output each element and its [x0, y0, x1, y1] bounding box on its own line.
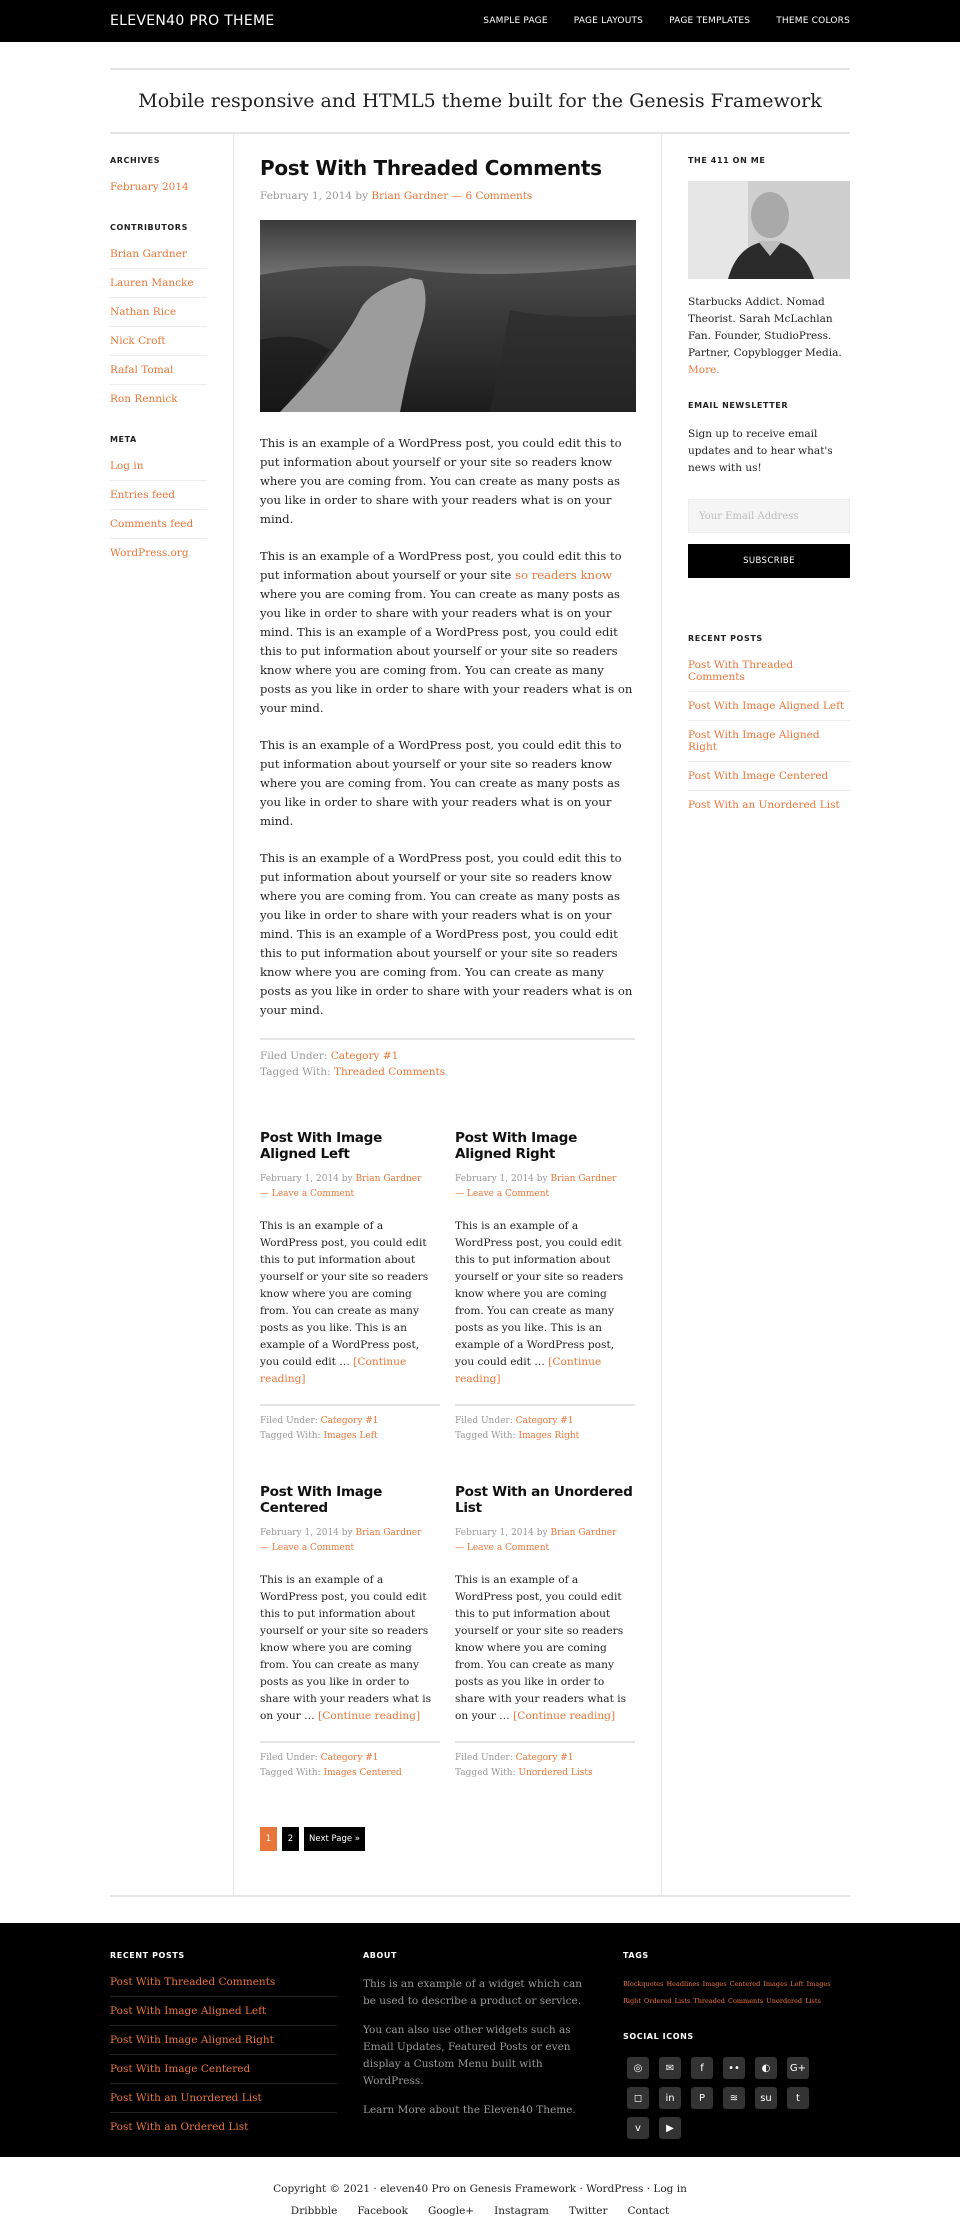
- card-author-link[interactable]: Brian Gardner: [550, 1528, 617, 1538]
- card-comment-link[interactable]: Leave a Comment: [466, 1543, 550, 1553]
- card-footer: [455, 1404, 635, 1444]
- filed-label: Filed Under:: [260, 1050, 328, 1062]
- paragraph-text: where you are coming from. You can create as many posts as you like in order to share with your readers what is on your mind. This is an example of a WordPress post, you could edit this to put information about yourself or your site so readers know where you are coming from. You can create as many posts as you like in order to share with your readers what is on your mind.: [260, 587, 633, 715]
- filed-label: Filed Under:: [455, 1753, 513, 1763]
- category-link[interactable]: Category #1: [320, 1753, 379, 1763]
- card-footer: [260, 1404, 440, 1444]
- footer-recent-link[interactable]: Post With Image Aligned Left: [110, 2005, 337, 2026]
- bio-more-link[interactable]: More.: [688, 364, 720, 376]
- nav-page-templates[interactable]: PAGE TEMPLATES: [669, 16, 751, 26]
- tag-link[interactable]: Images Left: [323, 1431, 378, 1441]
- footer-link-google-plus[interactable]: Google+: [427, 2205, 475, 2217]
- card-date: February 1, 2014: [260, 1528, 339, 1538]
- newsletter-text: Sign up to receive email updates and to hear what's news with us!: [688, 428, 833, 474]
- footer-nav: [0, 2205, 960, 2217]
- recent-post-link[interactable]: Post With an Unordered List: [688, 799, 840, 811]
- youtube-icon[interactable]: ▶: [659, 2117, 681, 2139]
- card-title[interactable]: Post With Image Centered: [260, 1484, 383, 1516]
- recent-post-link[interactable]: Post With Image Centered: [688, 770, 850, 791]
- excerpt-text: This is an example of a WordPress post, you could edit this to put information about yourself or your site so readers know where you are coming from. You can create as many posts as you like. This is an example of a WordPress post, you could edit …: [260, 1220, 429, 1368]
- card-author-link[interactable]: Brian Gardner: [355, 1528, 422, 1538]
- continue-reading-link[interactable]: [Continue reading]: [260, 1356, 407, 1385]
- footer-widgets: [0, 1923, 960, 2157]
- rss-icon[interactable]: ≋: [723, 2087, 745, 2109]
- card-excerpt: [455, 1572, 635, 1725]
- contributor-link[interactable]: Ron Rennick: [110, 393, 178, 405]
- right-sidebar: [662, 134, 850, 1895]
- post-paragraph: This is an example of a WordPress post, you could edit this to put information about yourself or your site so readers know where you are coming from. You can create as many posts as you like in order to share with your readers what is on your mind.: [260, 738, 622, 828]
- contributor-link[interactable]: Nick Croft: [110, 335, 207, 356]
- post-card: [260, 1130, 440, 1444]
- card-by: by: [341, 1174, 353, 1184]
- contributors-widget: [110, 223, 207, 413]
- card-comment-link[interactable]: Leave a Comment: [466, 1189, 550, 1199]
- contributor-link[interactable]: Rafal Tomal: [110, 364, 207, 385]
- card-footer: [455, 1741, 635, 1781]
- tag-link[interactable]: Threaded Comments: [693, 1997, 764, 2005]
- pinterest-icon[interactable]: P: [691, 2087, 713, 2109]
- tagged-label: Tagged With:: [260, 1768, 321, 1778]
- filed-label: Filed Under:: [260, 1753, 318, 1763]
- site-footer: [0, 2157, 960, 2217]
- post-by: by: [355, 190, 369, 202]
- post-card: [260, 1484, 440, 1781]
- dribbble-icon[interactable]: ◎: [627, 2057, 649, 2079]
- card-title[interactable]: Post With Image Aligned Right: [455, 1130, 578, 1162]
- card-meta: [455, 1172, 635, 1202]
- flickr-icon[interactable]: ••: [723, 2057, 745, 2079]
- email-input[interactable]: [688, 499, 850, 533]
- card-excerpt: [260, 1218, 440, 1388]
- instagram-icon[interactable]: ◻: [627, 2087, 649, 2109]
- widget-title: META: [110, 435, 137, 444]
- bio-text: Starbucks Addict. Nomad Theorist. Sarah McLachlan Fan. Founder, StudioPress. Partner, Copyblogger Media.: [688, 296, 842, 359]
- email-icon[interactable]: ✉: [659, 2057, 681, 2079]
- newsletter-widget: [688, 401, 850, 612]
- post-meta: [260, 190, 635, 202]
- twitter-icon[interactable]: t: [787, 2087, 809, 2109]
- post-author-link[interactable]: Brian Gardner: [371, 190, 449, 202]
- tag-link[interactable]: Threaded Comments: [334, 1066, 446, 1078]
- card-title[interactable]: Post With an Unordered List: [455, 1484, 633, 1516]
- footer-about: [363, 1951, 623, 2149]
- continue-reading-link[interactable]: [Continue reading]: [513, 1710, 616, 1722]
- footer-widget-title: RECENT POSTS: [110, 1951, 185, 1960]
- next-page-button[interactable]: Next Page »: [304, 1827, 365, 1851]
- main-content: [234, 134, 662, 1895]
- recent-post-link[interactable]: Post With Image Aligned Left: [688, 700, 850, 721]
- post-card: [455, 1484, 635, 1781]
- excerpt-text: This is an example of a WordPress post, you could edit this to put information about yourself or your site so readers know where you are coming from. You can create as many posts as you like. This is an example of a WordPress post, you could edit …: [455, 1220, 624, 1368]
- card-excerpt: [260, 1572, 440, 1725]
- meta-wordpress-link[interactable]: WordPress.org: [110, 547, 189, 559]
- pagination: [260, 1827, 635, 1851]
- tagged-label: Tagged With:: [260, 1066, 331, 1078]
- linkedin-icon[interactable]: in: [659, 2087, 681, 2109]
- vimeo-icon[interactable]: v: [627, 2117, 649, 2139]
- page-1-button[interactable]: 1: [260, 1827, 277, 1851]
- excerpt-text: This is an example of a WordPress post, you could edit this to put information about yourself or your site so readers know where you are coming from. You can create as many posts as you like in order to share with your readers what is on your …: [260, 1574, 432, 1722]
- footer-link-facebook[interactable]: Facebook: [357, 2205, 408, 2217]
- nav-theme-colors[interactable]: THEME COLORS: [776, 16, 850, 26]
- nav-page-layouts[interactable]: PAGE LAYOUTS: [573, 16, 644, 26]
- card-author-link[interactable]: Brian Gardner: [550, 1174, 617, 1184]
- card-date: February 1, 2014: [260, 1174, 339, 1184]
- site-tagline: Mobile responsive and HTML5 theme built for the Genesis Framework: [138, 90, 822, 112]
- continue-reading-link[interactable]: [Continue reading]: [455, 1356, 602, 1385]
- card-date: February 1, 2014: [455, 1174, 534, 1184]
- widget-title: RECENT POSTS: [688, 634, 763, 643]
- post-featured-image: [260, 220, 636, 412]
- tag-link[interactable]: Images Centered: [323, 1768, 402, 1778]
- meta-dash: —: [455, 1189, 464, 1199]
- tag-link[interactable]: Images Left: [763, 1980, 804, 1988]
- primary-nav: [483, 16, 850, 26]
- contributor-link[interactable]: Nathan Rice: [110, 306, 207, 327]
- archive-link[interactable]: February 2014: [110, 181, 189, 193]
- category-link[interactable]: Category #1: [515, 1753, 574, 1763]
- footer-recent-link[interactable]: Post With Image Aligned Right: [110, 2034, 337, 2055]
- recent-post-link[interactable]: Post With Image Aligned Right: [688, 729, 850, 762]
- tag-link[interactable]: Images Right: [518, 1431, 580, 1441]
- meta-entries-feed-link[interactable]: Entries feed: [110, 489, 207, 510]
- author-photo: [688, 181, 850, 279]
- post-paragraph: This is an example of a WordPress post, you could edit this to put information about yourself or your site so readers know where you are coming from. You can create as many posts as you like in order to share with your readers what is on your mind.: [260, 436, 622, 526]
- post-paragraph: [260, 547, 635, 718]
- social-icons: [627, 2057, 837, 2139]
- post-paragraph: This is an example of a WordPress post, you could edit this to put information about yourself or your site so readers know where you are coming from. You can create as many posts as you like in order to share with your readers what is on your mind. This is an example of a WordPress post, you could edit this to put information about yourself or your site so readers know where you are coming from. You can create as many posts as you like in order to share with your readers what is on your mind.: [260, 851, 633, 1017]
- about-text: You can also use other widgets such as Email Updates, Featured Posts or even display a Custom Menu built with WordPress.: [363, 2024, 571, 2087]
- meta-login-link[interactable]: Log in: [110, 460, 207, 481]
- tagged-label: Tagged With:: [455, 1431, 516, 1441]
- content-area: [110, 134, 850, 1897]
- nav-sample-page[interactable]: SAMPLE PAGE: [483, 16, 548, 26]
- tag-link[interactable]: Blockquotes: [623, 1980, 664, 1988]
- meta-widget: [110, 435, 207, 567]
- footer-recent-link[interactable]: Post With an Unordered List: [110, 2092, 337, 2113]
- contributor-link[interactable]: Brian Gardner: [110, 248, 207, 269]
- category-link[interactable]: Category #1: [515, 1416, 574, 1426]
- google-plus-icon[interactable]: G+: [787, 2057, 809, 2079]
- widget-title: EMAIL NEWSLETTER: [688, 401, 789, 410]
- meta-dash: —: [455, 1543, 464, 1553]
- footer-widget-title: TAGS: [623, 1951, 649, 1960]
- footer-widget-title: ABOUT: [363, 1951, 398, 1960]
- about-text: This is an example of a widget which can be used to describe a product or service.: [363, 1978, 582, 2007]
- card-meta: [260, 1172, 440, 1202]
- meta-separator: —: [451, 190, 463, 202]
- footer-recent-link[interactable]: Post With Image Centered: [110, 2063, 337, 2084]
- author-bio: [688, 294, 850, 379]
- post-comments-link[interactable]: 6 Comments: [465, 190, 533, 202]
- footer-recent-link[interactable]: Post With an Ordered List: [110, 2121, 249, 2133]
- card-by: by: [341, 1528, 353, 1538]
- stumbleupon-icon[interactable]: su: [755, 2087, 777, 2109]
- tag-link[interactable]: Headlines: [666, 1980, 700, 1988]
- card-comment-link[interactable]: Leave a Comment: [271, 1189, 355, 1199]
- card-by: by: [536, 1174, 548, 1184]
- recent-post-link[interactable]: Post With Threaded Comments: [688, 659, 850, 692]
- footer-tags-social: [623, 1951, 850, 2149]
- recent-posts-widget: [688, 634, 850, 819]
- left-sidebar: [110, 134, 234, 1895]
- learn-more-link[interactable]: Learn More about the Eleven40 Theme.: [363, 2104, 576, 2116]
- about-me-widget: [688, 156, 850, 379]
- widget-title: THE 411 ON ME: [688, 156, 766, 165]
- post-title[interactable]: Post With Threaded Comments: [260, 156, 602, 180]
- continue-reading-link[interactable]: [Continue reading]: [318, 1710, 421, 1722]
- widget-title: ARCHIVES: [110, 156, 161, 165]
- inline-link[interactable]: so readers know: [515, 568, 612, 582]
- tagged-label: Tagged With:: [260, 1431, 321, 1441]
- tag-link[interactable]: Ordered Lists: [644, 1997, 691, 2005]
- contributor-link[interactable]: Lauren Mancke: [110, 277, 207, 298]
- card-author-link[interactable]: Brian Gardner: [355, 1174, 422, 1184]
- facebook-icon[interactable]: f: [691, 2057, 713, 2079]
- tag-link[interactable]: Unordered Lists: [766, 1997, 821, 2005]
- tag-link[interactable]: Unordered Lists: [518, 1768, 593, 1778]
- footer-recent-posts: [110, 1951, 363, 2149]
- archives-widget: [110, 156, 207, 201]
- post-footer: [260, 1038, 635, 1080]
- post-grid: [260, 1130, 635, 1821]
- footer-link-twitter[interactable]: Twitter: [568, 2205, 608, 2217]
- page-2-button[interactable]: 2: [282, 1827, 299, 1851]
- tagline-box: [110, 68, 850, 134]
- card-excerpt: [455, 1218, 635, 1388]
- widget-title: CONTRIBUTORS: [110, 223, 188, 232]
- card-footer: [260, 1741, 440, 1781]
- meta-comments-feed-link[interactable]: Comments feed: [110, 518, 207, 539]
- tag-link[interactable]: Images Centered: [702, 1980, 761, 1988]
- card-meta: [455, 1526, 635, 1556]
- card-comment-link[interactable]: Leave a Comment: [271, 1543, 355, 1553]
- card-meta: [260, 1526, 440, 1556]
- card-date: February 1, 2014: [455, 1528, 534, 1538]
- paragraph-text: This is an example of a WordPress post, you could edit this to put information about yourself or your site: [260, 549, 622, 582]
- category-link[interactable]: Category #1: [320, 1416, 379, 1426]
- meta-dash: —: [260, 1543, 269, 1553]
- github-icon[interactable]: ◐: [755, 2057, 777, 2079]
- footer-link-dribbble[interactable]: Dribbble: [290, 2205, 338, 2217]
- tagged-label: Tagged With:: [455, 1768, 516, 1778]
- filed-label: Filed Under:: [455, 1416, 513, 1426]
- card-title[interactable]: Post With Image Aligned Left: [260, 1130, 383, 1162]
- post-card: [455, 1130, 635, 1444]
- tag-cloud: [623, 1976, 850, 2010]
- category-link[interactable]: Category #1: [330, 1050, 399, 1062]
- subscribe-button[interactable]: SUBSCRIBE: [688, 544, 850, 578]
- excerpt-text: This is an example of a WordPress post, you could edit this to put information about yourself or your site so readers know where you are coming from. You can create as many posts as you like in order to share with your readers what is on your …: [455, 1574, 627, 1722]
- footer-link-instagram[interactable]: Instagram: [494, 2205, 549, 2217]
- footer-link-contact[interactable]: Contact: [627, 2205, 670, 2217]
- site-title[interactable]: ELEVEN40 PRO THEME: [110, 13, 275, 29]
- copyright-text: Copyright © 2021 · eleven40 Pro on Genesis Framework · WordPress · Log in: [273, 2183, 687, 2195]
- meta-dash: —: [260, 1189, 269, 1199]
- site-header: [0, 0, 960, 42]
- card-by: by: [536, 1528, 548, 1538]
- post-date: February 1, 2014: [260, 190, 353, 202]
- footer-widget-title: SOCIAL ICONS: [623, 2032, 694, 2041]
- tag-link[interactable]: Images Right: [623, 1980, 831, 2005]
- featured-post: [260, 156, 635, 1080]
- footer-recent-link[interactable]: Post With Threaded Comments: [110, 1976, 337, 1997]
- filed-label: Filed Under:: [260, 1416, 318, 1426]
